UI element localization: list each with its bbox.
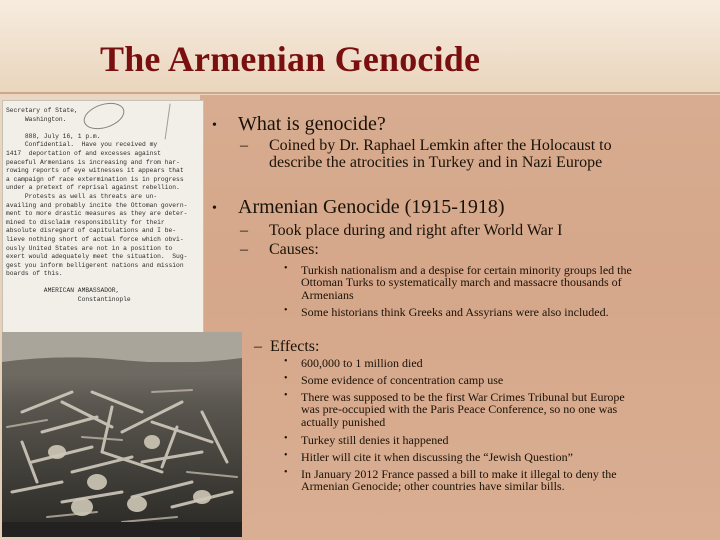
telegram-text: Secretary of State, Washington. 888, July 16, 1 p.m. Confidential. Have you received my 1417 deportation of and excesses against peaceful Armenians is increasing and from har- rowing reports of eye witnesses it appears that a campaign of race extermination is in progress under a pretext of reprisal against rebellion. Protests as well as threats are un- availing and probably incite the Ottoman govern- ment to more drastic measures as they are deter- mined to disclaim responsibility for their absolute disregard of capitulations and I be- lieve nothing short of actual force which obvi- ously United States are not in a position to exert would adequately meet the situation. Sug- gest you inform belligerent nations and mission boards of this. AMERICAN AMBASSADOR, Constantinople	[6, 107, 188, 304]
bullet-glyph: •	[284, 373, 288, 384]
detail-text: 600,000 to 1 million died	[301, 356, 423, 370]
dash-glyph: –	[254, 338, 262, 355]
sub-bullet-text: Causes:	[269, 241, 319, 258]
detail-text: There was supposed to be the first War Crimes Tribunal but Europe was pre-occupied with the Paris Peace Conference, so no one was actually punished	[301, 390, 625, 429]
sub-bullet-text: Effects:	[270, 338, 320, 355]
bullet-glyph: •	[212, 118, 217, 133]
bones-photo-art	[2, 332, 242, 537]
bullet-text: Armenian Genocide (1915-1918)	[238, 196, 505, 218]
bullet-text: What is genocide?	[238, 113, 386, 135]
bullet-glyph: •	[284, 263, 288, 274]
slide-title: The Armenian Genocide	[100, 39, 481, 79]
bullet-glyph: •	[284, 356, 288, 367]
bullet-glyph: •	[284, 390, 288, 401]
bullet-glyph: •	[212, 201, 217, 216]
dash-glyph: –	[240, 222, 248, 239]
sub-bullet-text: Coined by Dr. Raphael Lemkin after the Holocaust to describe the atrocities in Turkey and in Nazi Europe	[269, 137, 612, 171]
bullet-glyph: •	[284, 433, 288, 444]
bullet-glyph: •	[284, 305, 288, 316]
bones-photo	[2, 332, 242, 537]
dash-glyph: –	[240, 137, 248, 154]
detail-text: Hitler will cite it when discussing the “Jewish Question”	[301, 450, 573, 464]
detail-text: Turkey still denies it happened	[301, 433, 449, 447]
dash-glyph: –	[240, 241, 248, 258]
bullet-glyph: •	[284, 467, 288, 478]
sub-bullet-text: Took place during and right after World War I	[269, 222, 563, 239]
bullet-glyph: •	[284, 450, 288, 461]
detail-text: Turkish nationalism and a despise for certain minority groups led the Ottoman Turks to systematically march and massacre thousands of Armenians	[301, 263, 632, 302]
detail-text: Some evidence of concentration camp use	[301, 373, 504, 387]
title-divider	[0, 92, 720, 94]
telegram-photo	[2, 100, 204, 334]
detail-text: Some historians think Greeks and Assyrians were also included.	[301, 305, 609, 319]
detail-text: In January 2012 France passed a bill to make it illegal to deny the Armenian Genocide; other countries have similar bills.	[301, 467, 617, 494]
